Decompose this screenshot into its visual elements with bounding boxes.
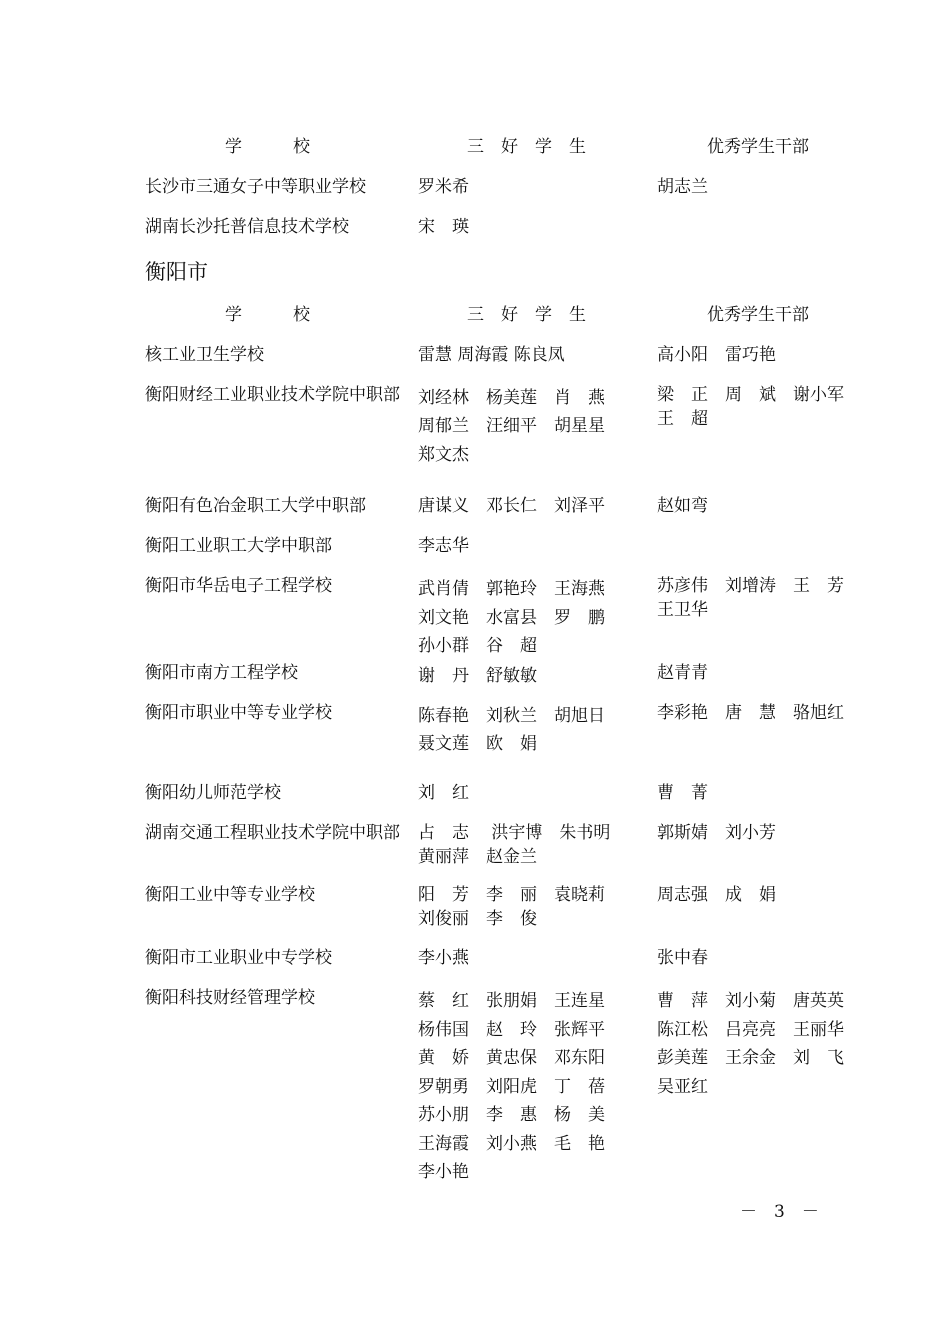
- student-names: 唐谋义 邓长仁 刘泽平: [418, 496, 605, 516]
- student-names: 黄 娇 黄忠保 邓东阳: [418, 1048, 605, 1068]
- school-name: 衡阳市工业职业中专学校: [145, 948, 332, 968]
- student-names: 周郁兰 汪细平 胡星星: [418, 416, 605, 436]
- school-name: 衡阳财经工业职业技术学院中职部: [145, 385, 400, 405]
- student-names: 武肖倩 郭艳玲 王海燕: [418, 579, 605, 599]
- school-name: 衡阳幼儿师范学校: [145, 783, 281, 803]
- school-name: 衡阳科技财经管理学校: [145, 988, 315, 1008]
- cadre-names: 李彩艳 唐 慧 骆旭红: [657, 703, 844, 723]
- cadre-names: 吴亚红: [657, 1077, 708, 1097]
- column-header-outstanding-cadres: 优秀学生干部: [707, 137, 809, 157]
- student-names: 王海霞 刘小燕 毛 艳: [418, 1134, 605, 1154]
- school-name: 衡阳工业中等专业学校: [145, 885, 315, 905]
- student-names: 李小燕: [418, 948, 469, 968]
- student-names: 蔡 红 张朋娟 王连星: [418, 991, 605, 1011]
- cadre-names: 周志强 成 娟: [657, 885, 776, 905]
- column-header-school: 学 校: [225, 305, 310, 325]
- student-names: 黄丽萍 赵金兰: [418, 847, 537, 867]
- student-names: 刘经林 杨美莲 肖 燕: [418, 388, 605, 408]
- student-names: 宋 瑛: [418, 217, 469, 237]
- school-name: 衡阳市华岳电子工程学校: [145, 576, 332, 596]
- school-name: 湖南交通工程职业技术学院中职部: [145, 823, 400, 843]
- student-names: 罗朝勇 刘阳虎 丁 蓓: [418, 1077, 605, 1097]
- page-number: － 3 －: [740, 1202, 819, 1222]
- school-name: 核工业卫生学校: [145, 345, 264, 365]
- cadre-names: 高小阳 雷巧艳: [657, 345, 776, 365]
- student-names: 孙小群 谷 超: [418, 636, 537, 656]
- student-names: 郑文杰: [418, 445, 469, 465]
- column-header-outstanding-cadres: 优秀学生干部: [707, 305, 809, 325]
- cadre-names: 梁 正 周 斌 谢小军: [657, 385, 844, 405]
- cadre-names: 王 超: [657, 409, 708, 429]
- column-header-three-good-students: 三 好 学 生: [467, 137, 586, 157]
- city-heading: 衡阳市: [145, 260, 208, 284]
- student-names: 雷慧 周海霞 陈良凤: [418, 345, 565, 365]
- school-name: 衡阳市南方工程学校: [145, 663, 298, 683]
- student-names: 罗米希: [418, 177, 469, 197]
- cadre-names: 陈江松 吕亮亮 王丽华: [657, 1020, 844, 1040]
- cadre-names: 郭斯婧 刘小芳: [657, 823, 776, 843]
- student-names: 杨伟国 赵 玲 张辉平: [418, 1020, 605, 1040]
- school-name: 长沙市三通女子中等职业学校: [145, 177, 366, 197]
- cadre-names: 张中春: [657, 948, 708, 968]
- student-names: 阳 芳 李 丽 袁晓莉: [418, 885, 605, 905]
- cadre-names: 曹 菁: [657, 783, 708, 803]
- student-names: 占 志 洪宇博 朱书明: [418, 823, 611, 843]
- cadre-names: 苏彦伟 刘增涛 王 芳: [657, 576, 844, 596]
- school-name: 湖南长沙托普信息技术学校: [145, 217, 349, 237]
- student-names: 李小艳: [418, 1162, 469, 1182]
- student-names: 刘 红: [418, 783, 469, 803]
- cadre-names: 曹 萍 刘小菊 唐英英: [657, 991, 844, 1011]
- student-names: 聂文莲 欧 娟: [418, 734, 537, 754]
- student-names: 谢 丹 舒敏敏: [418, 666, 537, 686]
- student-names: 刘文艳 水富县 罗 鹏: [418, 608, 605, 628]
- cadre-names: 彭美莲 王余金 刘 飞: [657, 1048, 844, 1068]
- cadre-names: 赵如弯: [657, 496, 708, 516]
- school-name: 衡阳工业职工大学中职部: [145, 536, 332, 556]
- column-header-three-good-students: 三 好 学 生: [467, 305, 586, 325]
- cadre-names: 赵青青: [657, 663, 708, 683]
- student-names: 刘俊丽 李 俊: [418, 909, 537, 929]
- school-name: 衡阳有色冶金职工大学中职部: [145, 496, 366, 516]
- student-names: 苏小朋 李 惠 杨 美: [418, 1105, 605, 1125]
- student-names: 李志华: [418, 536, 469, 556]
- column-header-school: 学 校: [225, 137, 310, 157]
- student-names: 陈春艳 刘秋兰 胡旭日: [418, 706, 605, 726]
- cadre-names: 王卫华: [657, 600, 708, 620]
- cadre-names: 胡志兰: [657, 177, 708, 197]
- school-name: 衡阳市职业中等专业学校: [145, 703, 332, 723]
